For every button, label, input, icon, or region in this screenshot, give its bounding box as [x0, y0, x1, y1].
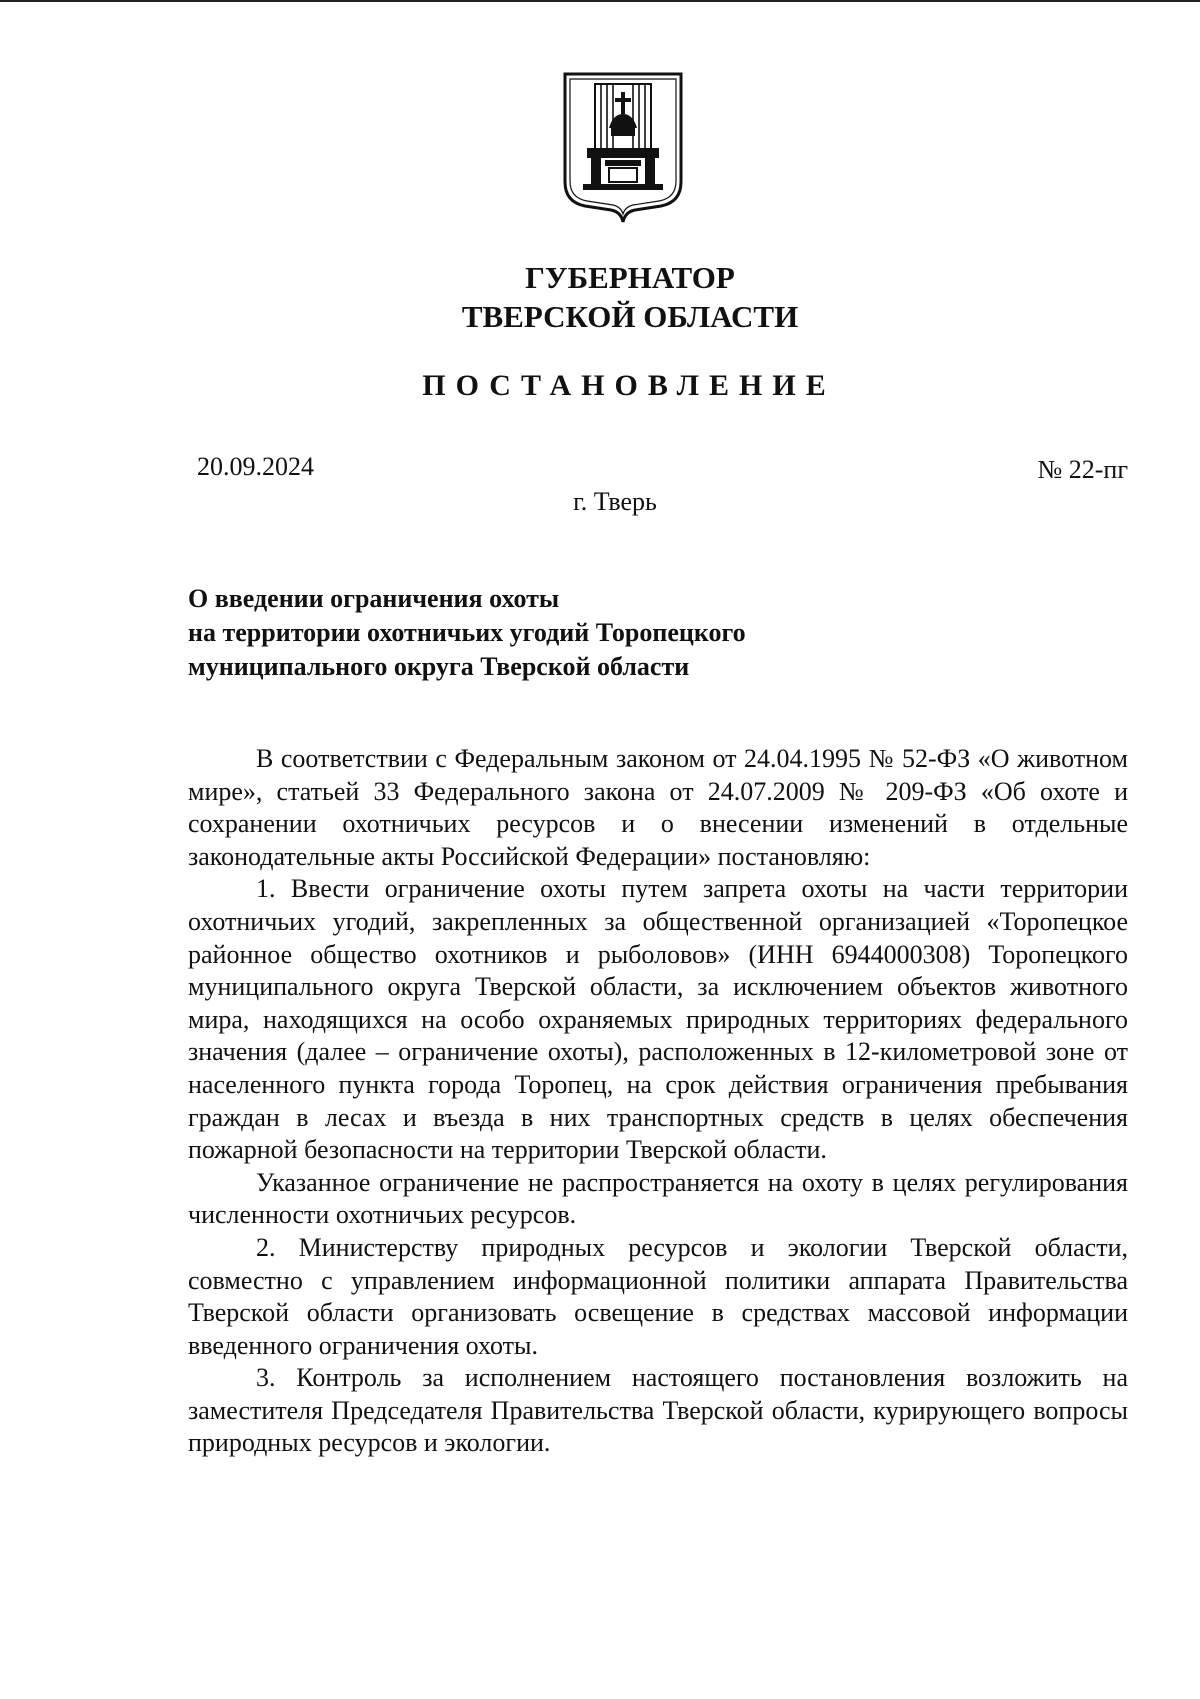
document-subject — [188, 582, 888, 684]
document-type: ПОСТАНОВЛЕНИЕ — [422, 369, 836, 402]
authority-line-1: ГУБЕРНАТОР — [525, 260, 735, 295]
document-date: 20.09.2024 — [197, 452, 314, 481]
preamble-paragraph: В соответствии с Федеральным законом от 24.04.1995 № 52-ФЗ «О животном мире», статьей 33 Федерального закона от 24.07.2009 № 209-ФЗ «Об охоте и сохранении охотничьих ресурсов и о внесении изменений в отдельные законодательные акты Российской Федерации» постановляю: — [188, 744, 1128, 871]
tver-coat-of-arms-icon — [561, 70, 685, 226]
document-city: г. Тверь — [573, 487, 657, 516]
subject-line-1: О введении ограничения охоты — [188, 584, 560, 613]
item-3-paragraph: 3. Контроль за исполнением настоящего постановления возложить на заместителя Председателя Правительства Тверской области, курирующего вопросы природных ресурсов и экологии. — [188, 1363, 1128, 1458]
item-2-paragraph: 2. Министерству природных ресурсов и экологии Тверской области, совместно с управлением информационной политики аппарата Правительства Тверской области организовать освещение в средствах массовой информации введенного ограничения охоты. — [188, 1232, 1128, 1360]
item-1-note-paragraph: Указанное ограничение не распространяется на охоту в целях регулирования численности охотничьих ресурсов. — [188, 1167, 1128, 1230]
subject-line-2: на территории охотничьих угодий Торопецкого — [188, 618, 746, 647]
authority-line-2: ТВЕРСКОЙ ОБЛАСТИ — [461, 299, 799, 334]
scan-top-edge — [0, 0, 1200, 2]
subject-line-3: муниципального округа Тверской области — [188, 652, 690, 681]
issuing-authority — [0, 258, 1200, 336]
item-1-paragraph: 1. Ввести ограничение охоты путем запрета охоты на части территории охотничьих угодий, закрепленных за общественной организацией «Торопецкое районное общество охотников и рыболовов» (ИНН 6944000308) Торопецкого муниципального округа Тверской области, за исключением объектов животного мира, находящихся на особо охраняемых природных территориях федерального значения (далее – ограничение охоты), расположенных в 12-километровой зоне от населенного пункта города Торопец, на срок действия ограничения пребывания граждан в лесах и въезда в них транспортных средств в целях обеспечения пожарной безопасности на территории Тверской области. — [188, 874, 1128, 1165]
document-body — [188, 743, 1128, 1460]
document-number: № 22-пг — [1037, 455, 1128, 484]
